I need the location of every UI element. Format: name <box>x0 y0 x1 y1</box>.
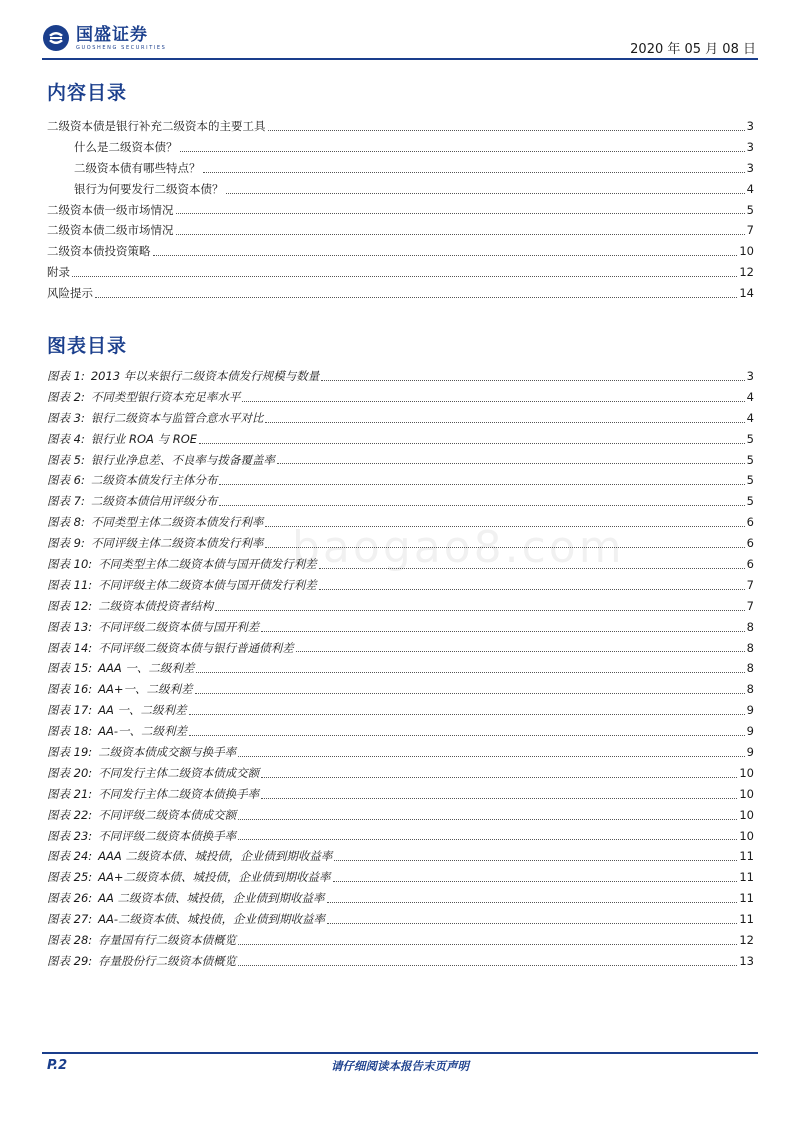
figure-entry[interactable] <box>47 826 754 847</box>
dot-leader <box>321 379 744 381</box>
dot-leader <box>265 421 744 423</box>
contents-entry[interactable] <box>47 241 754 262</box>
figure-entry[interactable] <box>47 491 754 512</box>
figure-entry-title: AA+二级资本债、城投债，企业债到期收益率 <box>98 870 331 885</box>
figure-entry[interactable] <box>47 888 754 909</box>
figure-entry-number: 图表 13: <box>47 619 93 634</box>
dot-leader <box>219 504 744 506</box>
figure-entry-page: 5 <box>746 473 754 488</box>
contents-entry[interactable] <box>47 158 754 179</box>
figure-entry[interactable] <box>47 721 754 742</box>
dot-leader <box>196 671 744 673</box>
figure-entry-title: 不同评级主体二级资本债发行利率 <box>90 536 264 551</box>
dot-leader <box>238 755 745 757</box>
figure-entry-page: 9 <box>746 745 754 760</box>
figure-entry-page: 4 <box>746 389 754 404</box>
figure-entry-number: 图表 16: <box>47 682 93 697</box>
contents-entry[interactable] <box>47 179 754 200</box>
figure-entry-page: 7 <box>746 598 754 613</box>
dot-leader <box>261 797 737 799</box>
figure-entry-page: 6 <box>746 515 754 530</box>
figure-entry[interactable] <box>47 617 754 638</box>
logo-chinese-name: 国盛证券 <box>76 24 148 45</box>
figure-entry-page: 8 <box>746 661 754 676</box>
figure-entry-title: AA+一、二级利差 <box>98 682 193 697</box>
figure-entry-title: 二级资本债成交额与换手率 <box>98 745 237 760</box>
figure-entry-page: 10 <box>739 807 754 822</box>
figure-entry-page: 6 <box>746 557 754 572</box>
contents-entry[interactable] <box>47 200 754 221</box>
logo-english-name: GUOSHENG SECURITIES <box>76 44 167 51</box>
figure-entry-page: 9 <box>746 703 754 718</box>
contents-entry-label: 二级资本债是银行补充二级资本的主要工具 <box>47 119 266 133</box>
figure-entry-number: 图表 1: <box>47 369 85 383</box>
figure-entry[interactable] <box>47 679 754 700</box>
figure-entry[interactable] <box>47 575 754 596</box>
figure-entry[interactable] <box>47 784 754 805</box>
contents-entry-page: 10 <box>739 244 754 259</box>
figure-entry[interactable] <box>47 387 754 408</box>
figure-entry-page: 3 <box>746 369 754 383</box>
contents-entry-page: 3 <box>746 119 754 133</box>
dot-leader <box>238 964 737 966</box>
figure-entry-title: 二级资本债发行主体分布 <box>90 473 218 488</box>
figure-entry[interactable] <box>47 951 754 972</box>
figure-entry-page: 8 <box>746 640 754 655</box>
dot-leader <box>334 859 737 861</box>
figure-entry-page: 13 <box>739 953 754 968</box>
figure-entry-number: 图表 17: <box>47 703 93 718</box>
contents-entry-page: 5 <box>746 202 754 217</box>
contents-entry-label: 二级资本债一级市场情况 <box>47 202 174 217</box>
figure-entry-page: 11 <box>739 912 754 927</box>
figure-entry-title: AAA 一、二级利差 <box>98 661 195 676</box>
figure-entry-number: 图表 6: <box>47 473 85 488</box>
figure-entry-number: 图表 7: <box>47 494 85 509</box>
figure-entry-number: 图表 14: <box>47 640 93 655</box>
contents-entry-page: 12 <box>739 265 754 280</box>
figure-entry-title: 不同评级主体二级资本债与国开债发行利差 <box>98 577 317 592</box>
figure-entry-page: 8 <box>746 682 754 697</box>
contents-entry-page: 3 <box>746 160 754 175</box>
footer-divider <box>42 1052 758 1054</box>
figure-entry-title: 银行二级资本与监管合意水平对比 <box>90 410 264 425</box>
figure-entry-page: 10 <box>739 828 754 843</box>
figures-list <box>47 366 754 972</box>
dot-leader <box>195 692 745 694</box>
figure-entry-number: 图表 9: <box>47 536 85 551</box>
dot-leader <box>261 630 745 632</box>
figure-entry-title: 不同类型银行资本充足率水平 <box>90 389 241 404</box>
figure-entry-number: 图表 29: <box>47 953 93 968</box>
disclaimer-note: 请仔细阅读本报告末页声明 <box>331 1059 469 1073</box>
page-header <box>42 22 758 62</box>
figure-entry[interactable] <box>47 930 754 951</box>
contents-entry[interactable] <box>47 137 754 158</box>
figure-entry-title: AA-二级资本债、城投债，企业债到期收益率 <box>98 912 326 927</box>
contents-entry-label: 二级资本债投资策略 <box>47 244 151 259</box>
dot-leader <box>319 588 745 590</box>
figure-entry-number: 图表 15: <box>47 661 93 676</box>
contents-entry[interactable] <box>47 283 754 304</box>
contents-entry-page: 7 <box>746 223 754 238</box>
figure-entry-number: 图表 4: <box>47 431 85 446</box>
dot-leader <box>261 776 737 778</box>
figures-title: 图表目录 <box>47 335 128 357</box>
figure-entry-title: AA 二级资本债、城投债，企业债到期收益率 <box>98 891 325 906</box>
dot-leader <box>189 734 745 736</box>
dot-leader <box>95 296 737 298</box>
figure-entry[interactable] <box>47 846 754 867</box>
dot-leader <box>226 192 745 194</box>
dot-leader <box>199 442 745 444</box>
figure-entry[interactable] <box>47 742 754 763</box>
dot-leader <box>176 233 745 235</box>
contents-list <box>47 116 754 304</box>
company-logo <box>42 24 166 52</box>
figure-entry-page: 6 <box>746 536 754 551</box>
figure-entry-number: 图表 24: <box>47 849 93 864</box>
header-divider <box>42 58 758 60</box>
dot-leader <box>296 650 745 652</box>
figure-entry-number: 图表 23: <box>47 828 93 843</box>
figure-entry-number: 图表 28: <box>47 933 93 948</box>
dot-leader <box>180 150 745 152</box>
dot-leader <box>242 400 744 402</box>
figure-entry[interactable] <box>47 658 754 679</box>
figure-entry[interactable] <box>47 408 754 429</box>
contents-entry-page: 3 <box>746 139 754 154</box>
contents-entry-label: 附录 <box>47 265 70 280</box>
dot-leader <box>238 943 737 945</box>
figure-entry-page: 10 <box>739 786 754 801</box>
figure-entry-number: 图表 10: <box>47 557 93 572</box>
figure-entry-page: 11 <box>739 849 754 864</box>
dot-leader <box>333 880 738 882</box>
figure-entry[interactable] <box>47 763 754 784</box>
watermark: baogao8.com <box>292 522 625 573</box>
figure-entry-number: 图表 20: <box>47 765 93 780</box>
figure-entry-number: 图表 3: <box>47 410 85 425</box>
figure-entry-page: 4 <box>746 410 754 425</box>
figure-entry[interactable] <box>47 596 754 617</box>
figure-entry[interactable] <box>47 700 754 721</box>
dot-leader <box>327 922 737 924</box>
figure-entry-title: AA-一、二级利差 <box>98 724 188 739</box>
figure-entry-title: 不同类型主体二级资本债与国开债发行利差 <box>98 557 317 572</box>
figure-entry-number: 图表 26: <box>47 891 93 906</box>
figure-entry-title: 不同类型主体二级资本债发行利率 <box>90 515 264 530</box>
dot-leader <box>238 818 737 820</box>
dot-leader <box>238 838 737 840</box>
contents-entry[interactable] <box>47 116 754 137</box>
contents-title: 内容目录 <box>47 82 128 104</box>
figure-entry-title: 银行业净息差、不良率与拨备覆盖率 <box>90 452 275 467</box>
figure-entry-number: 图表 12: <box>47 598 93 613</box>
figure-entry-page: 11 <box>739 870 754 885</box>
page-number: P.2 <box>47 1058 68 1073</box>
figure-entry-title: 不同评级二级资本债与银行普通债利差 <box>98 640 294 655</box>
figure-entry-page: 12 <box>739 933 754 948</box>
figure-entry-title: 不同评级二级资本债换手率 <box>98 828 237 843</box>
figure-entry[interactable] <box>47 429 754 450</box>
report-date: 2020 年 05 月 08 日 <box>630 42 756 57</box>
figure-entry-number: 图表 2: <box>47 389 85 404</box>
figure-entry-title: 不同评级二级资本债与国开利差 <box>98 619 260 634</box>
figure-entry-number: 图表 18: <box>47 724 93 739</box>
figure-entry-title: 不同发行主体二级资本债换手率 <box>98 786 260 801</box>
figure-entry-page: 5 <box>746 431 754 446</box>
figure-entry-page: 7 <box>746 577 754 592</box>
contents-entry[interactable] <box>47 220 754 241</box>
figure-entry-page: 5 <box>746 452 754 467</box>
figure-entry-page: 5 <box>746 494 754 509</box>
figure-entry-page: 8 <box>746 619 754 634</box>
figure-entry-number: 图表 11: <box>47 577 93 592</box>
contents-entry-label: 二级资本债有哪些特点？ <box>74 160 201 175</box>
dot-leader <box>219 483 744 485</box>
dot-leader <box>215 609 745 611</box>
figure-entry-title: 存量股份行二级资本债概览 <box>98 953 237 968</box>
figure-entry-page: 10 <box>739 765 754 780</box>
figure-entry[interactable] <box>47 867 754 888</box>
figure-entry-number: 图表 25: <box>47 870 93 885</box>
figure-entry[interactable] <box>47 450 754 471</box>
dot-leader <box>203 171 745 173</box>
figure-entry-number: 图表 8: <box>47 515 85 530</box>
figure-entry-title: 银行业 ROA 与 ROE <box>90 431 198 446</box>
figure-entry-number: 图表 19: <box>47 745 93 760</box>
figure-entry-page: 9 <box>746 724 754 739</box>
figure-entry-title: 不同评级二级资本债成交额 <box>98 807 237 822</box>
figure-entry-title: 二级资本债信用评级分布 <box>90 494 218 509</box>
figure-entry-title: AA 一、二级利差 <box>98 703 187 718</box>
figure-entry-title: 2013 年以来银行二级资本债发行规模与数量 <box>90 369 320 383</box>
contents-entry-label: 什么是二级资本债？ <box>74 139 178 154</box>
contents-entry-label: 风险提示 <box>47 286 93 301</box>
figure-entry[interactable] <box>47 909 754 930</box>
dot-leader <box>176 212 745 214</box>
figure-entry-title: 存量国有行二级资本债概览 <box>98 933 237 948</box>
figure-entry-page: 11 <box>739 891 754 906</box>
figure-entry-number: 图表 27: <box>47 912 93 927</box>
figure-entry[interactable] <box>47 805 754 826</box>
contents-entry[interactable] <box>47 262 754 283</box>
contents-entry-label: 二级资本债二级市场情况 <box>47 223 174 238</box>
figure-entry-title: 不同发行主体二级资本债成交额 <box>98 765 260 780</box>
guosheng-logo-icon <box>42 24 70 52</box>
dot-leader <box>277 462 745 464</box>
dot-leader <box>327 901 738 903</box>
dot-leader <box>268 129 745 131</box>
figure-entry-number: 图表 5: <box>47 452 85 467</box>
contents-entry-label: 银行为何要发行二级资本债？ <box>74 181 224 196</box>
contents-entry-page: 14 <box>739 286 754 301</box>
dot-leader <box>189 713 745 715</box>
figure-entry[interactable] <box>47 638 754 659</box>
figure-entry-number: 图表 21: <box>47 786 93 801</box>
dot-leader <box>153 254 738 256</box>
contents-entry-page: 4 <box>746 181 754 196</box>
figure-entry[interactable] <box>47 470 754 491</box>
figure-entry-title: AAA 二级资本债、城投债，企业债到期收益率 <box>98 849 333 864</box>
figure-entry-title: 二级资本债投资者结构 <box>98 598 214 613</box>
dot-leader <box>72 275 737 277</box>
figure-entry[interactable] <box>47 366 754 387</box>
figure-entry-number: 图表 22: <box>47 807 93 822</box>
